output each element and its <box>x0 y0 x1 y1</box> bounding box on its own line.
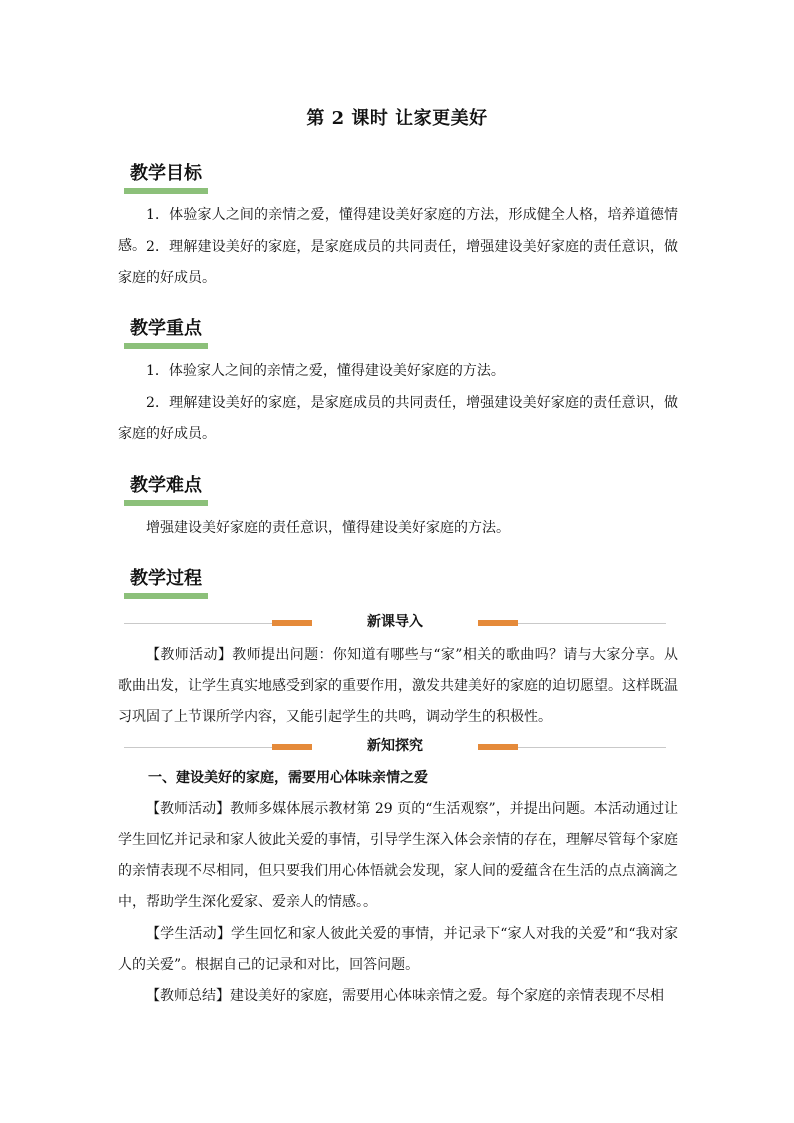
key-point-item-2: 2．理解建设美好的家庭，是家庭成员的共同责任，增强建设美好家庭的责任意识，做家庭的好成员。 <box>118 395 678 442</box>
divider-line-right <box>518 747 666 748</box>
section-heading-process: 教学过程 <box>126 567 206 593</box>
divider-intro <box>124 614 666 630</box>
objective-item-2: 2．理解建设美好的家庭，是家庭成员的共同责任，增强建设美好家庭的责任意识，做家庭的好成员。 <box>118 239 678 286</box>
objective-item-1: 1．体验家人之间的亲情之爱，懂得建设美好家庭的方法，形成健全人格，培养道德情感。 <box>118 207 678 254</box>
explore-subheading: 一、建设美好的家庭，需要用心体味亲情之爱 <box>148 770 428 786</box>
section-heading-key-points: 教学重点 <box>126 317 206 343</box>
key-point-item-1: 1．体验家人之间的亲情之爱，懂得建设美好家庭的方法。 <box>146 363 505 379</box>
difficulty-item-1: 增强建设美好家庭的责任意识，懂得建设美好家庭的方法。 <box>146 520 510 536</box>
explore-paragraph-1: 【教师活动】教师多媒体展示教材第 29 页的“生活观察”，并提出问题。本活动通过让学生回忆并记录和家人彼此关爱的事情，引导学生深入体会亲情的存在，理解尽管每个家庭的亲情表现不尽相同，但只要我们用心体悟就会发现，家人间的爱蕴含在生活的点点滴滴之中，帮助学生深化爱家、爱亲人的情感。。 <box>118 801 678 910</box>
intro-paragraph: 【教师活动】教师提出问题：你知道有哪些与“家”相关的歌曲吗？请与大家分享。从歌曲出发，让学生真实地感受到家的重要作用，激发共建美好的家庭的迫切愿望。这样既温习巩固了上节课所学内容，又能引起学生的共鸣，调动学生的积极性。 <box>118 647 678 725</box>
divider-explore <box>124 738 666 754</box>
explore-paragraph-3: 【教师总结】建设美好的家庭，需要用心体味亲情之爱。每个家庭的亲情表现不尽相 <box>146 988 664 1004</box>
explore-paragraph-2: 【学生活动】学生回忆和家人彼此关爱的事情，并记录下“家人对我的关爱”和“我对家人的关爱”。根据自己的记录和对比，回答问题。 <box>118 926 678 973</box>
page-title: 第 2 课时 让家更美好 <box>306 108 488 129</box>
divider-accent-right <box>478 620 518 626</box>
divider-line-right <box>518 623 666 624</box>
divider-accent-right <box>478 744 518 750</box>
section-heading-objectives: 教学目标 <box>126 162 206 188</box>
section-heading-difficulties: 教学难点 <box>126 474 206 500</box>
divider-label-explore: 新知探究 <box>367 738 423 754</box>
divider-label-intro: 新课导入 <box>367 614 423 630</box>
